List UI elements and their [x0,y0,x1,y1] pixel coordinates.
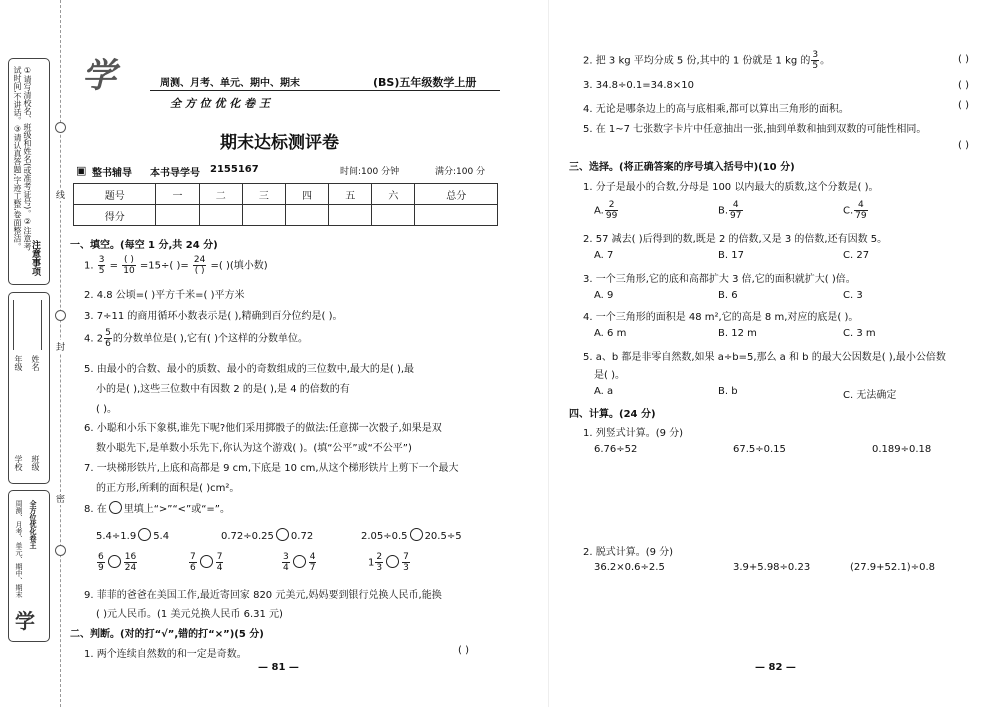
score-cell[interactable] [329,205,372,226]
book-icon: ▣ [76,164,87,177]
q6-line1: 6. 小聪和小乐下象棋,谁先下呢?他们采用掷骰子的做法:任意掷一次骰子,如果是双 [84,423,442,434]
notice-label: 注意事项 [30,240,40,276]
judge-3: 3. 34.8÷0.1=34.8×10 [583,80,695,91]
brand-vertical: 周测、月考、单元、期中、期末 [15,500,23,598]
choice-4-a[interactable]: A. 6 m [594,328,627,339]
q8-row1: 5.4÷1.9 5.4 0.72÷0.25 0.72 2.05÷0.5 20.5÷5 [96,528,496,542]
judge-3-answer[interactable]: ( ) [958,80,969,91]
seal-char-secret: 密 [56,492,65,505]
calc-1-item[interactable]: 6.76÷52 [594,444,638,455]
q7-line1: 7. 一块梯形铁片,上底和高都是 9 cm,下底是 10 cm,从这个梯形铁片上剪下一个最大 [84,463,459,474]
section-3-title: 三、选择。(将正确答案的序号填入括号中)(10 分) [569,162,795,173]
guide-label: 整书辅导 [92,168,132,179]
choice-5-b[interactable]: B. b [718,386,738,397]
time-label: 时间:100 分钟 [340,167,400,177]
code-label: 本书导学号 [150,168,200,179]
choice-5-a[interactable]: A. a [594,386,614,397]
q5-line1[interactable]: 5. 由最小的合数、最小的质数、最小的奇数组成的三位数中,最大的是( ),最 [84,364,415,375]
notice-text: ①请写清校名、班级和姓名(或准考证号)。②注意考试时间,不讲话。③请认真答题,字迹工整,卷面整洁。 [13,66,32,251]
score-cell[interactable] [415,205,498,226]
q5-line3[interactable]: ( )。 [96,404,117,415]
choice-3-c[interactable]: C. 3 [843,290,863,301]
calc-2-item[interactable]: 3.9+5.98÷0.23 [733,562,811,573]
score-header: 六 [372,184,415,205]
calc-1-item[interactable]: 0.189÷0.18 [872,444,932,455]
seal-char-line: 线 [56,188,65,201]
compare-circle-7[interactable] [386,555,399,568]
binding-hole-1 [55,122,66,133]
choice-4-b[interactable]: B. 12 m [718,328,757,339]
brand-slogan-vertical: 全方位优化卷王 [29,500,37,549]
score-cell[interactable] [199,205,242,226]
class-line[interactable] [41,300,42,350]
binding-hole-2 [55,310,66,321]
choice-4-c[interactable]: C. 3 m [843,328,876,339]
q1: 1. $\frac{3}{5}$ = $\frac{( )}{10}$ =15÷( )= $\frac{24}{( )}$ =( )(填小数) [84,255,268,276]
calc-1-item[interactable]: 67.5÷0.15 [733,444,786,455]
choice-2-a[interactable]: A. 7 [594,250,614,261]
field-name-label: 姓名 [31,355,40,371]
score-cell[interactable] [372,205,415,226]
choice-2-b[interactable]: B. 17 [718,250,744,261]
field-school-label: 学校 [14,455,23,471]
grade-label: (BS)五年级数学上册 [373,76,477,89]
judge-2: 2. 把 3 kg 平均分成 5 份,其中的 1 份就是 1 kg 的 $\frac{3}{5}$ 。 [583,50,831,71]
page-number-left: — 81 — [258,662,299,673]
choice-2-c[interactable]: C. 27 [843,250,870,261]
score-label: 满分:100 分 [435,167,486,177]
calc-1-title: 1. 列竖式计算。(9 分) [583,428,684,439]
compare-circle-4[interactable] [108,555,121,568]
q5-line2[interactable]: 小的是( ),这些三位数中有因数 2 的是( ),是 4 的倍数的有 [96,384,350,395]
score-header: 二 [199,184,242,205]
choice-3-b[interactable]: B. 6 [718,290,738,301]
score-cell[interactable] [285,205,328,226]
compare-circle-3[interactable] [410,528,423,541]
q9-line2[interactable]: ( )元人民币。(1 美元兑换人民币 6.31 元) [96,609,283,620]
compare-circle-icon [109,501,122,514]
q7-line2[interactable]: 的正方形,所剩的面积是( )cm²。 [96,483,240,494]
judge-2-answer[interactable]: ( ) [958,54,969,65]
seal-char-seal: 封 [56,340,65,353]
choice-3-a[interactable]: A. 9 [594,290,614,301]
code-value: 2155167 [210,164,259,175]
score-header: 一 [156,184,199,205]
page-title: 期末达标测评卷 [220,133,339,153]
score-header: 三 [242,184,285,205]
series-line: 周测、月考、单元、期中、期末 [160,78,300,89]
score-cell[interactable] [242,205,285,226]
q4[interactable]: 4. 2 $\frac{5}{6}$ 的分数单位是( ),它有( )个这样的分数单位。 [84,328,308,349]
score-header: 总分 [415,184,498,205]
judge-4-answer[interactable]: ( ) [958,100,969,111]
calc-2-title: 2. 脱式计算。(9 分) [583,547,674,558]
page-number-right: — 82 — [755,662,796,673]
slogan: 全 方 位 优 化 卷 王 [170,97,270,110]
cut-line [60,0,61,707]
judge-4: 4. 无论是哪条边上的高与底相乘,都可以算出三角形的面积。 [583,104,849,115]
score-row-label: 得分 [74,205,156,226]
score-header: 五 [329,184,372,205]
logo: 学 [82,56,116,96]
score-table [73,183,498,226]
binding-hole-3 [55,545,66,556]
compare-circle-2[interactable] [276,528,289,541]
section-2-title: 二、判断。(对的打“√”,错的打“×”)(5 分) [70,629,264,640]
choice-4[interactable]: 4. 一个三角形的面积是 48 m²,它的高是 8 m,对应的底是( )。 [583,312,859,323]
compare-circle-6[interactable] [293,555,306,568]
choice-5-line1[interactable]: 5. a、b 都是非零自然数,如果 a÷b=5,那么 a 和 b 的最大公因数是( ),最小公倍数 [583,352,946,363]
calc-2-item[interactable]: 36.2×0.6÷2.5 [594,562,665,573]
judge-5-answer[interactable]: ( ) [958,140,969,151]
compare-circle-5[interactable] [200,555,213,568]
q8-title: 8. 在 里填上“>”“<”或“=”。 [84,500,230,515]
choice-1[interactable]: 1. 分子是最小的合数,分母是 100 以内最大的质数,这个分数是( )。 [583,182,879,193]
q8-row2: $\frac{6}{9}$ $\frac{16}{24}$ $\frac{7}{6}$ $\frac{7}{4}$ $\frac{3}{4}$ $\frac{4}{7}$ 1 $\frac{2}{3}$ $\frac{7}{3}$ [98,552,409,573]
q9-line1: 9. 菲菲的爸爸在美国工作,最近寄回家 820 元美元,妈妈要到银行兑换人民币,能换 [84,590,442,601]
school-line[interactable] [13,300,14,350]
score-header: 四 [285,184,328,205]
judge-5: 5. 在 1~7 七张数字卡片中任意抽出一张,抽到单数和抽到双数的可能性相同。 [583,124,927,135]
calc-2-item[interactable]: (27.9+52.1)÷0.8 [850,562,935,573]
judge-1-answer[interactable]: ( ) [458,645,469,656]
choice-5-c[interactable]: C. 无法确定 [843,390,897,401]
q2[interactable]: 2. 4.8 公顷=( )平方千米=( )平方米 [84,290,245,301]
choice-1-a[interactable]: A. $\frac{2}{99}$ [594,200,618,221]
header-rule [150,90,500,91]
score-cell[interactable] [156,205,199,226]
choice-5-line2[interactable]: 是( )。 [594,370,625,381]
page-divider [548,0,549,707]
section-1-title: 一、填空。(每空 1 分,共 24 分) [70,240,218,251]
brand-logo-small: 学 [15,609,35,633]
compare-circle-1[interactable] [138,528,151,541]
choice-1-c[interactable]: C. $\frac{4}{79}$ [843,200,867,221]
judge-1: 1. 两个连续自然数的和一定是奇数。 [84,649,247,660]
q3[interactable]: 3. 7÷11 的商用循环小数表示是( ),精确到百分位约是( )。 [84,311,343,322]
section-4-title: 四、计算。(24 分) [569,409,656,420]
choice-1-b[interactable]: B. $\frac{4}{97}$ [718,200,742,221]
score-header: 题号 [74,184,156,205]
choice-2[interactable]: 2. 57 减去( )后得到的数,既是 2 的倍数,又是 3 的倍数,还有因数 5。 [583,234,888,245]
choice-3[interactable]: 3. 一个三角形,它的底和高都扩大 3 倍,它的面积就扩大( )倍。 [583,274,856,285]
q6-line2[interactable]: 数小聪先下,是单数小乐先下,你认为这个游戏( )。(填“公平”或“不公平”) [96,443,412,454]
field-grade-label: 年级 [14,355,23,371]
field-class-label: 班级 [31,455,40,471]
